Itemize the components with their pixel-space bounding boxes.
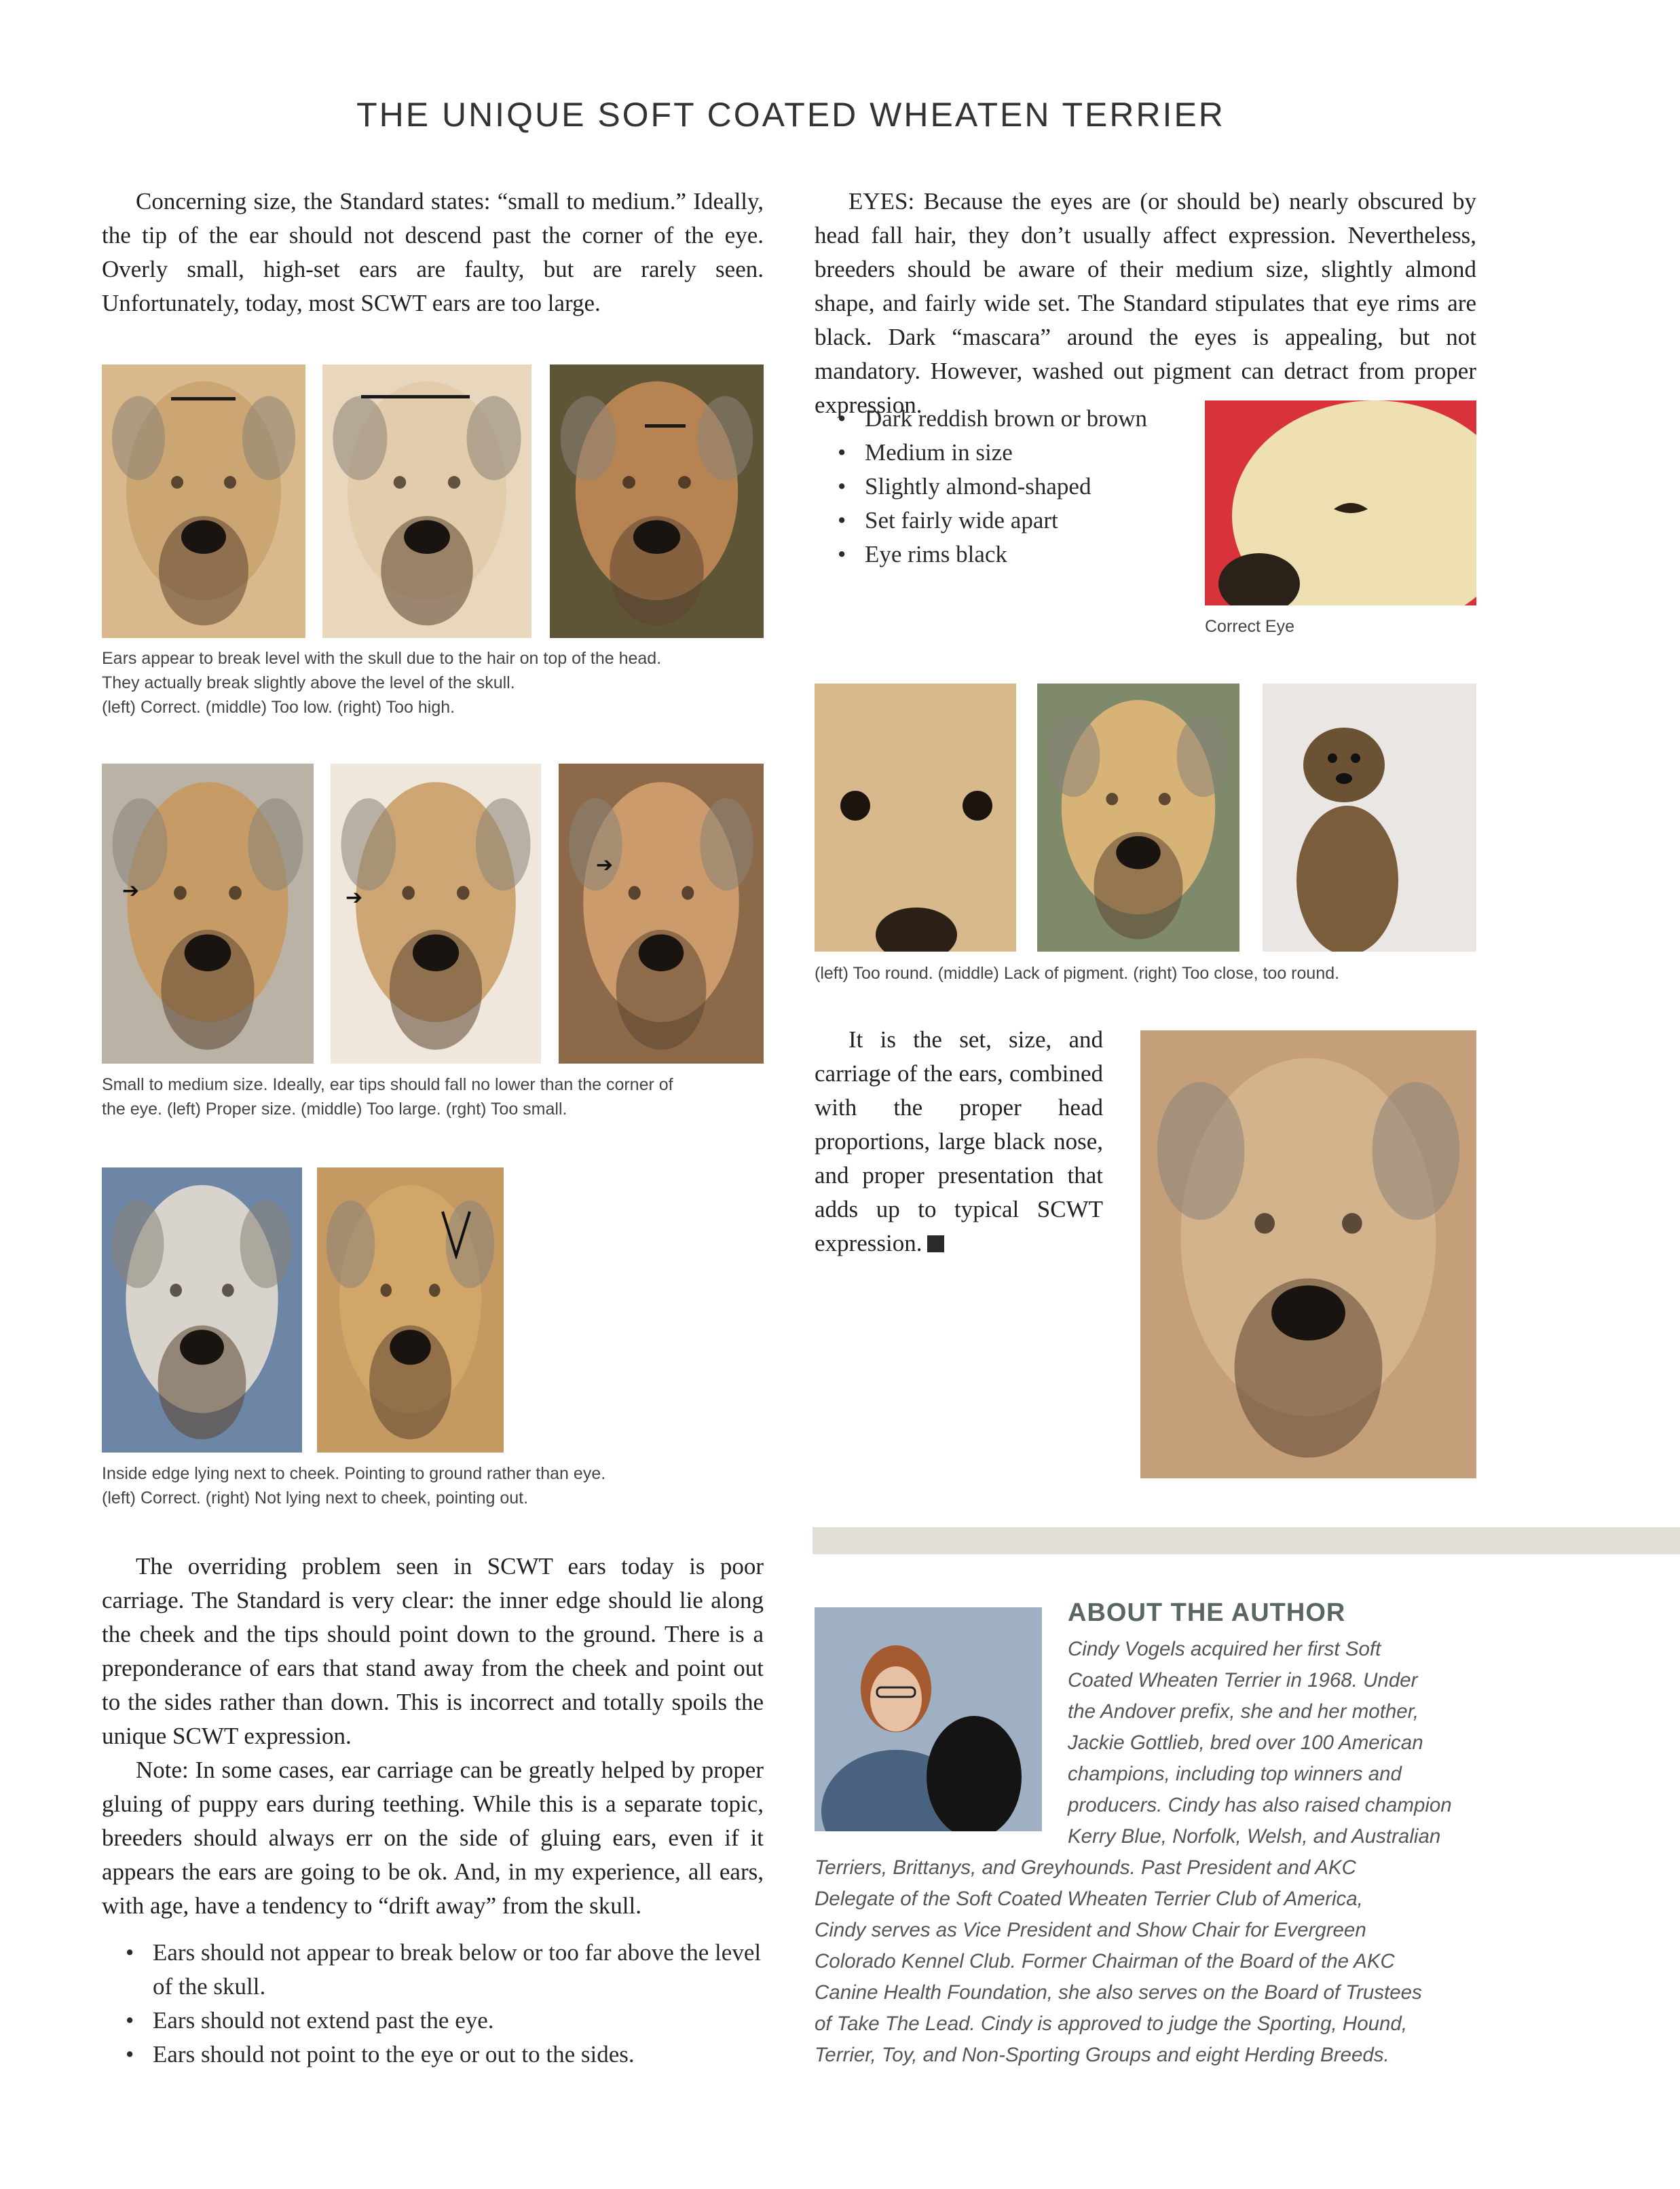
ear-size-photo-too-small <box>559 764 764 1064</box>
caption-ear-carriage: Inside edge lying next to cheek. Pointing to ground rather than eye. (left) Correct. (right) Not lying next to cheek, pointing out. <box>102 1464 606 1508</box>
intro-paragraph: Concerning size, the Standard states: “small to medium.” Ideally, the tip of the ear should not descend past the corner of the eye. Overly small, high-set ears are faulty, but are rarely seen. Unfortunately, today, most SCWT ears are too large. <box>102 188 764 316</box>
list-item: • Ears should not extend past the eye. <box>126 2004 764 2038</box>
caption-correct-eye: Correct Eye <box>1205 617 1294 636</box>
ear-carriage-photo-pointing-out <box>317 1167 504 1453</box>
arrow-right-icon: ➔ <box>596 853 614 877</box>
eye-photo-too-close <box>1263 684 1476 952</box>
expression-paragraph: It is the set, size, and carriage of the ears, combined with the proper head proportions, large black nose, and proper presentation that adds up to typical SCWT expression. <box>815 1026 1103 1256</box>
ear-size-photo-proper <box>102 764 314 1064</box>
eyes-paragraph: EYES: Because the eyes are (or should be) nearly obscured by head fall hair, they don’t usually affect expression. Nevertheless, breeders should be aware of their medium size, slightly almond shape, and fairly wide set. The Standard stipulates that eye rims are black. Dark “mascara” around the eyes is appealing, but not mandatory. However, washed out pigment can detract from proper expression. <box>815 188 1476 418</box>
ear-bullet-list <box>126 1936 764 2072</box>
note-paragraph: Note: In some cases, ear carriage can be greatly helped by proper gluing of puppy ears during teething. While this is a separate topic, breeders should always err on the side of gluing ears, even if it appears the ears are going to be ok. And, in my experience, all ears, with age, have a tendency to “drift away” from the skull. <box>102 1757 764 1919</box>
list-item: • Set fairly wide apart <box>838 504 1191 538</box>
list-item: • Ears should not appear to break below or too far above the level of the skull. <box>126 1936 764 2004</box>
running-head: THE UNIQUE SOFT COATED WHEATEN TERRIER <box>356 96 1225 134</box>
author-heading: ABOUT THE AUTHOR <box>1068 1598 1346 1627</box>
list-item: • Slightly almond-shaped <box>838 470 1191 504</box>
caption-ear-size: Small to medium size. Ideally, ear tips should fall no lower than the corner of the eye. (left) Proper size. (middle) Too large. (rght) Too small. <box>102 1075 673 1119</box>
ear-break-photo-too-low <box>322 364 531 638</box>
list-item: • Eye rims black <box>838 538 1191 572</box>
caption-eye-photos: (left) Too round. (middle) Lack of pigment. (right) Too close, too round. <box>815 964 1340 983</box>
ear-size-photo-too-large <box>331 764 541 1064</box>
ear-break-photo-correct <box>102 364 305 638</box>
arrow-right-icon: ➔ <box>346 886 363 910</box>
ear-break-photo-too-high <box>550 364 764 638</box>
carriage-paragraphs <box>102 1550 764 1923</box>
end-mark <box>927 1235 944 1252</box>
carriage-paragraph: The overriding problem seen in SCWT ears today is poor carriage. The Standard is very clear: the inner edge should lie along the cheek and the tips should point down to the ground. There is a preponderance of ears that stand away from the cheek and point out to the sides rather than down. This is incorrect and totally spoils the unique SCWT expression. <box>102 1553 764 1749</box>
correct-eye-photo <box>1205 400 1476 605</box>
author-divider-bar <box>813 1527 1680 1554</box>
author-photo <box>815 1607 1042 1831</box>
author-bio-bottom: Terriers, Brittanys, and Greyhounds. Past President and AKC Delegate of the Soft Coated Wheaten Terrier Club of America, Cindy serves as Vice President and Show Chair for Evergreen Colorado Kennel Club. Former Chairman of the Board of the AKC Canine Health Foundation, she also serves on the Board of Trustees of Take The Lead. Cindy is approved to judge the Sporting, Hound, Terrier, Toy, and Non-Sporting Groups and eight Herding Breeds. <box>815 1856 1422 2066</box>
expression-photo <box>1140 1030 1476 1478</box>
arrow-right-icon: ➔ <box>122 879 140 903</box>
list-item: • Dark reddish brown or brown <box>838 402 1191 436</box>
eye-bullet-list <box>838 402 1191 572</box>
eye-photo-too-round <box>815 684 1016 952</box>
list-item: • Ears should not point to the eye or out to the sides. <box>126 2038 764 2072</box>
caption-ear-break: Ears appear to break level with the skull due to the hair on top of the head. They actually break slightly above the level of the skull. (left) Correct. (middle) Too low. (right) Too high. <box>102 649 662 717</box>
author-bio-top: Cindy Vogels acquired her first Soft Coated Wheaten Terrier in 1968. Under the Andover prefix, she and her mother, Jackie Gottlieb, bred over 100 American champions, including top winners and producers. Cindy has also raised champion Kerry Blue, Norfolk, Welsh, and Australian <box>1068 1638 1452 1848</box>
ear-carriage-photo-correct <box>102 1167 302 1453</box>
eye-photo-lack-of-pigment <box>1037 684 1239 952</box>
v-mark <box>439 1208 473 1259</box>
list-item: • Medium in size <box>838 436 1191 470</box>
